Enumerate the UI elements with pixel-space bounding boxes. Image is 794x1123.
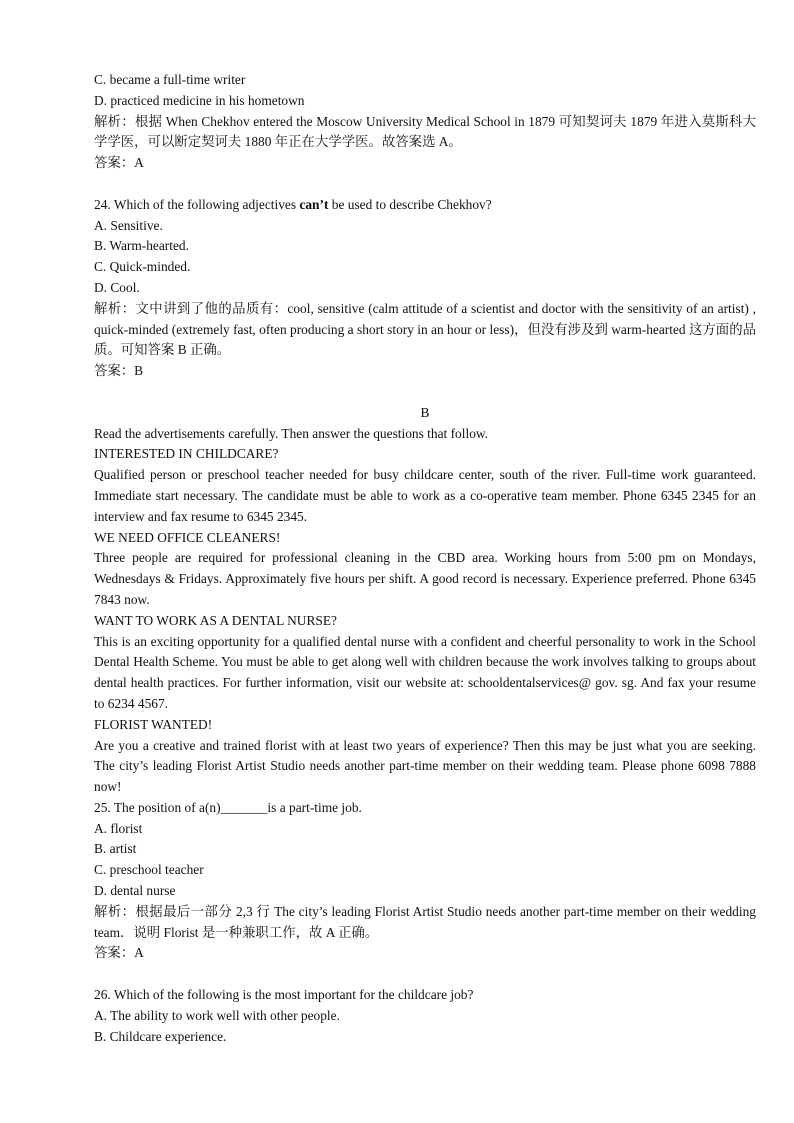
q26-option-a: A. The ability to work well with other people.	[94, 1007, 340, 1023]
q23-answer: 答案：A	[94, 155, 144, 171]
q25-analysis: 解析：根据最后一部分 2,3 行 The city’s leading Florist Artist Studio needs another part-time member on their wedding team．说明 Florist 是一种兼职工作，故 A 正确。	[94, 903, 756, 940]
ad-title: INTERESTED IN CHILDCARE?	[94, 446, 279, 462]
q24-analysis: 解析：文中讲到了他的品质有：cool, sensitive (calm attitude of a scientist and doctor with the sensitivity of an artist) , quick-minded (extremely fast, often producing a short story in an hour or less)，但没有涉及到 warm-hearted 这方面的品质。可知答案 B 正确。	[94, 300, 756, 358]
q24-option-b: B. Warm-hearted.	[94, 238, 189, 254]
q26-stem: 26. Which of the following is the most important for the childcare job?	[94, 987, 474, 1003]
q25-option-c: C. preschool teacher	[94, 862, 204, 878]
q23-option-c: C. became a full-time writer	[94, 72, 246, 87]
q24-stem-pre: 24. Which of the following adjectives	[94, 196, 300, 212]
ad-body: Qualified person or preschool teacher needed for busy childcare center, south of the river. Full-time work guaranteed. Immediate start necessary. The candidate must be able to work as a co-operative team member. Phone 6345 2345 for an interview and fax resume to 6345 2345.	[94, 467, 756, 524]
ad-title: FLORIST WANTED!	[94, 716, 213, 732]
q24-answer: 答案：B	[94, 363, 144, 379]
spacer	[94, 174, 756, 195]
section-heading: B	[420, 404, 430, 420]
q24-option-d: D. Cool.	[94, 279, 140, 295]
q24-option-a: A. Sensitive.	[94, 217, 163, 233]
q25-answer: 答案：A	[94, 945, 144, 961]
q25-stem: 25. The position of a(n)_______is a part-time job.	[94, 799, 362, 815]
ad-body: This is an exciting opportunity for a qualified dental nurse with a confident and cheerful personality to work in the School Dental Health Scheme. You must be able to get along well with children because the work involves talking to groups about dental health practices. For further information, visit our website at: schooldentalservices@ gov. sg. And fax your resume to 6234 4567.	[94, 633, 756, 711]
q24-stem-bold: can’t	[299, 196, 329, 212]
ad-body: Three people are required for professional cleaning in the CBD area. Working hours from 5:00 pm on Mondays, Wednesdays & Fridays. Approximately five hours per shift. A good record is necessary. Experience preferred. Phone 6345 7843 now.	[94, 550, 756, 607]
q25-option-d: D. dental nurse	[94, 883, 176, 899]
spacer	[94, 382, 756, 403]
q25-option-b: B. artist	[94, 841, 137, 857]
section-instructions: Read the advertisements carefully. Then answer the questions that follow.	[94, 425, 489, 441]
ad-body: Are you a creative and trained florist with at least two years of experience? Then this may be just what you are seeking. The city’s leading Florist Artist Studio needs another part-time member on their wedding team. Please phone 6098 7888 now!	[94, 737, 756, 795]
ad-title: WANT TO WORK AS A DENTAL NURSE?	[94, 612, 337, 628]
q23-analysis: 解析：根据 When Chekhov entered the Moscow University Medical School in 1879 可知契诃夫 1879 年进入莫斯科大学学医，可以断定契诃夫 1880 年正在大学学医。故答案选 A。	[94, 113, 756, 150]
q24-option-c: C. Quick-minded.	[94, 259, 191, 275]
q23-option-d: D. practiced medicine in his hometown	[94, 92, 305, 108]
ad-title: WE NEED OFFICE CLEANERS!	[94, 529, 281, 545]
document-page	[94, 70, 756, 1047]
q25-option-a: A. florist	[94, 820, 143, 836]
spacer	[94, 964, 756, 985]
q24-stem-post: be used to describe Chekhov?	[328, 196, 492, 212]
q24-stem	[94, 195, 756, 216]
q26-option-b: B. Childcare experience.	[94, 1028, 227, 1044]
